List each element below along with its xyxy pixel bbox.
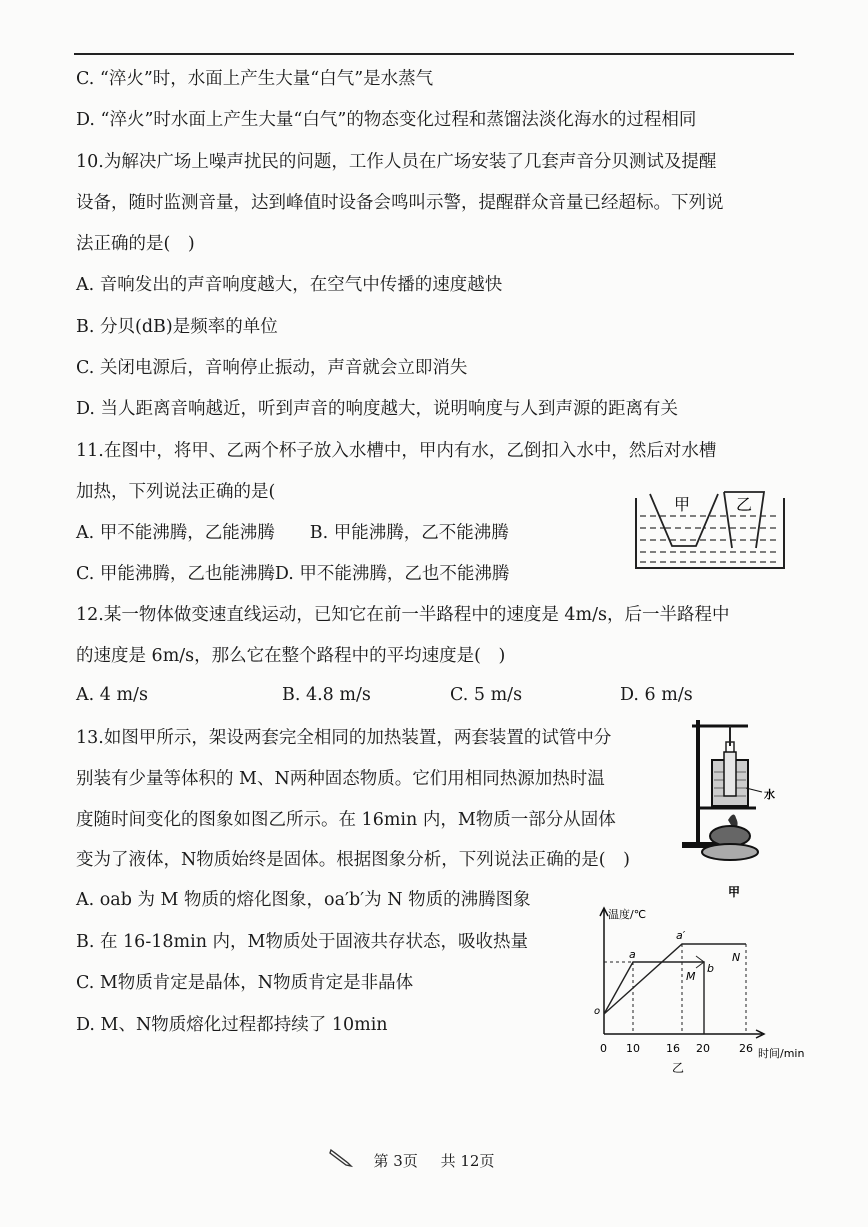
q13-stem-line1: 13.如图甲所示，架设两套完全相同的加热装置，两套装置的试管中分	[76, 728, 612, 748]
x-tick-20: 20	[696, 1042, 710, 1055]
q12-option-c: C. 5 m/s	[450, 685, 523, 705]
q10-option-b: B. 分贝(dB)是频率的单位	[76, 317, 278, 337]
q13-option-c: C. M物质肯定是晶体，N物质肯定是非晶体	[76, 973, 414, 993]
cup-jia-label: 甲	[674, 495, 691, 514]
header-rule	[74, 53, 794, 55]
point-b-label: b	[707, 962, 714, 975]
q12-option-b: B. 4.8 m/s	[282, 685, 371, 705]
curve-n-label: N	[732, 951, 741, 964]
q13-option-d: D. M、N物质熔化过程都持续了 10min	[76, 1015, 388, 1035]
q10-stem-line3: 法正确的是( )	[76, 234, 195, 254]
apparatus-caption: 甲	[728, 885, 741, 899]
x-tick-26: 26	[739, 1042, 753, 1055]
curve-m-label: M	[686, 970, 696, 983]
q12-stem-line1: 12.某一物体做变速直线运动，已知它在前一半路程中的速度是 4m/s，后一半路程中	[76, 605, 730, 625]
x-axis-label: 时间/min	[758, 1047, 805, 1060]
water-label: 水	[764, 788, 775, 801]
q11-options-ab: A. 甲不能沸腾，乙能沸腾 B. 甲能沸腾，乙不能沸腾	[76, 523, 509, 543]
trough-diagram	[632, 488, 788, 572]
point-a-label: a	[629, 948, 636, 961]
q12-option-a: A. 4 m/s	[76, 685, 148, 705]
x-tick-10: 10	[626, 1042, 640, 1055]
page-number: 第 3页	[373, 1152, 418, 1170]
q13-stem-line3: 度随时间变化的图象如图乙所示。在 16min 内，M物质一部分从固体	[76, 810, 616, 830]
q13-stem-line2: 别装有少量等体积的 M、N两种固态物质。它们用相同热源加热时温	[76, 769, 605, 789]
origin-label: o	[594, 1006, 601, 1017]
graph-caption: 乙	[672, 1061, 685, 1075]
q12-option-d: D. 6 m/s	[620, 685, 693, 705]
heating-apparatus-diagram	[670, 716, 792, 906]
x-tick-16: 16	[666, 1042, 680, 1055]
q10-option-d: D. 当人距离音响越近，听到声音的响度越大，说明响度与人到声源的距离有关	[76, 399, 679, 419]
q11-stem-line1: 11.在图中，将甲、乙两个杯子放入水槽中，甲内有水，乙倒扣入水中，然后对水槽	[76, 441, 717, 461]
q10-option-c: C. 关闭电源后，音响停止振动，声音就会立即消失	[76, 358, 468, 378]
q9-option-d: D. “淬火”时水面上产生大量“白气”的物态变化过程和蒸馏法淡化海水的过程相同	[76, 110, 697, 130]
q10-stem-line2: 设备，随时监测音量，达到峰值时设备会鸣叫示警，提醒群众音量已经超标。下列说	[76, 193, 724, 213]
q11-stem-line2: 加热，下列说法正确的是(	[76, 482, 276, 502]
point-a-prime-label: a′	[676, 929, 686, 942]
page-total: 共 12页	[440, 1152, 495, 1170]
q13-option-b: B. 在 16-18min 内，M物质处于固液共存状态，吸收热量	[76, 932, 528, 952]
q13-option-a: A. oab 为 M 物质的熔化图象，oa′b′为 N 物质的沸腾图象	[76, 890, 531, 910]
q13-stem-line4: 变为了液体，N物质始终是固体。根据图象分析，下列说法正确的是( )	[76, 850, 630, 870]
q9-option-c: C. “淬火”时，水面上产生大量“白气”是水蒸气	[76, 69, 434, 89]
temperature-time-graph	[586, 904, 812, 1080]
q10-stem-line1: 10.为解决广场上噪声扰民的问题，工作人员在广场安装了几套声音分贝测试及提醒	[76, 152, 717, 172]
q10-option-a: A. 音响发出的声音响度越大，在空气中传播的速度越快	[76, 275, 503, 295]
y-axis-label: 温度/℃	[608, 908, 647, 921]
cup-yi-label: 乙	[736, 495, 753, 514]
page-footer	[0, 1151, 868, 1171]
x-tick-0: 0	[600, 1042, 607, 1055]
q11-options-cd: C. 甲能沸腾，乙也能沸腾D. 甲不能沸腾，乙也不能沸腾	[76, 564, 510, 584]
q12-stem-line2: 的速度是 6m/s，那么它在整个路程中的平均速度是( )	[76, 646, 506, 666]
